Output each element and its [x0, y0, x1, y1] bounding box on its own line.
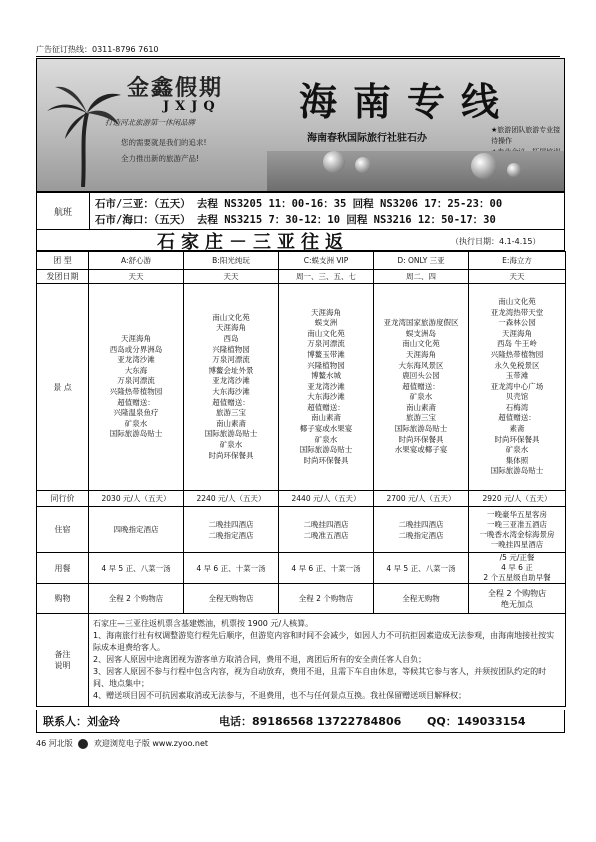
note-item: 4、赠送项目因不可抗因素取消或无法参与，不退费用，也不与任何景点互换。我社保留赠送项目解释权； — [93, 691, 467, 700]
contact-qq: QQ：149033154 — [427, 715, 526, 728]
tour-type: C:蜈支洲 VIP — [279, 252, 374, 270]
table-row — [37, 252, 566, 270]
scenic-list: 天涯海角 蜈支洲 南山文化苑 万泉河漂流 博鳌玉带滩 兴隆植物园 博鳌水城 亚龙湾沙滩 大东海沙滩 超值赠送： 南山素斋 椰子宴或水果宴 矿泉水 国际旅游岛贴士 时尚环保餐具 — [279, 284, 374, 491]
scenic-list: 南山文化苑 亚龙湾热带天堂 一森林公园 天涯海角 西岛 牛王岭 兴隆热带植物园 永久免税景区 玉带滩 亚龙湾中心广场 贝壳馆 石梅湾 超值赠送： 素斋 时尚环保餐具 矿泉水 集体照 国际旅游岛贴士 — [469, 284, 566, 491]
meal: 4 早 5 正、八菜一汤 — [89, 553, 184, 584]
table-row — [37, 270, 566, 284]
note-item: 2、因客人原因中途离团视为游客单方取消合同，费用不退，离团后所有的安全责任客人自负； — [93, 655, 427, 664]
palm-tree-icon — [43, 77, 123, 187]
meal-detail: 4 早 6 正 2 个五星级自助早餐 — [483, 563, 551, 582]
logo-icon — [78, 739, 88, 749]
route-header — [36, 230, 565, 251]
route-title: 石家庄－三亚往返 — [157, 232, 349, 253]
tour-type: D: ONLY 三亚 — [374, 252, 469, 270]
table-row — [37, 284, 566, 491]
row-label: 备注 说明 — [37, 614, 89, 707]
table-row — [37, 584, 566, 614]
shopping: 全程 2 个购物店 — [89, 584, 184, 614]
price: 2440 元/人（五天） — [279, 491, 374, 507]
banner — [36, 58, 565, 192]
hotel: 一晚豪华五星客房 一晚三亚准五酒店 一晚香水湾金棕海景房 一晚挂四星酒店 — [469, 507, 566, 553]
row-label: 购物 — [37, 584, 89, 614]
depart-days: 天天 — [184, 270, 279, 284]
shopping: 全程无购物 — [374, 584, 469, 614]
site-url: 欢迎浏览电子版 www.zyoo.net — [93, 739, 209, 748]
bubble-icon — [507, 163, 521, 177]
table-row — [37, 553, 566, 584]
scenic-list: 亚龙湾国家旅游度假区 蜈支洲岛 南山文化苑 天涯海角 大东海风景区 鹿回头公园 超值赠送： 矿泉水 南山素斋 旅游三宝 国际旅游岛贴士 时尚环保餐具 水果宴或椰子宴 — [374, 284, 469, 491]
row-label: 团 型 — [37, 252, 89, 270]
price: 2920 元/人（五天） — [469, 491, 566, 507]
itinerary-table — [36, 251, 566, 707]
brand-line-2: 全力推出新的旅游产品! — [121, 154, 200, 163]
flight-info — [36, 192, 565, 230]
depart-days: 周一、三、五、七 — [279, 270, 374, 284]
hotel: 二晚挂四酒店 二晚准五酒店 — [279, 507, 374, 553]
bubble-icon — [323, 151, 345, 173]
meal: 4 早 6 正、十菜一汤 — [279, 553, 374, 584]
note-item: 3、因客人原因不参与行程中包含内容，视为自动放弃，费用不退，且需下车自由休息，等候其它参与客人，并须按团队约定的时间、地点集中； — [93, 667, 547, 688]
page-title: 海南专线 — [299, 79, 516, 124]
tour-type: E:海立方 — [469, 252, 566, 270]
depart-days: 天天 — [89, 270, 184, 284]
brand-subtitle: JXJQ — [163, 99, 221, 114]
hotel: 四晚指定酒店 — [89, 507, 184, 553]
bubble-icon — [355, 157, 371, 173]
flight-row-haikou: 石市/海口：（五天） 去程 NS3215 7：30-12：10 回程 NS3216 12：50-17：30 — [95, 214, 496, 226]
ad-hotline: 广告征订热线：0311-8796 7610 — [36, 45, 159, 54]
scenic-list: 南山文化苑 天涯海角 西岛 兴隆植物园 万泉河漂流 博鳌会址外景 亚龙湾沙滩 大东海沙滩 超值赠送： 旅游三宝 南山素斋 国际旅游岛贴士 矿泉水 时尚环保餐具 — [184, 284, 279, 491]
meal-extra: /5 元/正餐 — [499, 553, 535, 562]
tour-type: B:阳光纯玩 — [184, 252, 279, 270]
depart-days: 周二、四 — [374, 270, 469, 284]
depart-days: 天天 — [469, 270, 566, 284]
note-item: 石家庄—三亚往返机票含基建燃油，机票按 1900 元/人核算。 — [93, 619, 314, 628]
tour-type: A:舒心游 — [89, 252, 184, 270]
row-label: 景 点 — [37, 284, 89, 491]
hotel: 二晚挂四酒店 二晚指定酒店 — [374, 507, 469, 553]
table-row — [37, 491, 566, 507]
shopping: 全程 2 个购物店 绝无加点 — [469, 584, 566, 614]
notes — [89, 614, 566, 707]
note-item: 1、海南旅行社有权调整游览行程先后顺序，但游览内容和时间不会减少，如因人力不可抗拒因素造成无法参观，由海南地接社按实际成本退费给客人。 — [93, 631, 555, 652]
page-number: 46 河北版 — [36, 739, 73, 748]
hotel: 二晚挂四酒店 二晚指定酒店 — [184, 507, 279, 553]
page-footer — [36, 738, 208, 749]
table-row — [37, 507, 566, 553]
shopping: 全程 2 个购物店 — [279, 584, 374, 614]
contact-bar — [36, 710, 565, 733]
row-label: 同行价 — [37, 491, 89, 507]
flight-label: 航班 — [37, 193, 90, 229]
route-date: （执行日期：4.1-4.15） — [451, 237, 541, 246]
brand-line-1: 您的需要就是我们的追求! — [121, 138, 207, 147]
brand-slogan: 打造河北旅游第一休闲品牌 — [105, 118, 195, 127]
row-label: 用餐 — [37, 553, 89, 584]
row-label: 发团日期 — [37, 270, 89, 284]
shopping: 全程无购物店 — [184, 584, 279, 614]
meal — [469, 553, 566, 584]
row-label: 住宿 — [37, 507, 89, 553]
header-divider — [36, 56, 560, 57]
price: 2700 元/人（五天） — [374, 491, 469, 507]
scenic-list: 天涯海角 西岛或分界洲岛 亚龙湾沙滩 大东海 万泉河漂流 兴隆热带植物园 超值赠送： 兴隆温泉鱼疗 矿泉水 国际旅游岛贴士 — [89, 284, 184, 491]
contact-person: 联系人：刘金玲 — [43, 715, 120, 728]
brand-logo: 金鑫假期 — [127, 75, 224, 101]
contact-phone: 电话：89186568 13722784806 — [219, 715, 402, 728]
agency-name: 海南春秋国际旅行社驻石办 — [307, 133, 427, 144]
price: 2240 元/人（五天） — [184, 491, 279, 507]
meal: 4 早 5 正、八菜一汤 — [374, 553, 469, 584]
meal: 4 早 6 正、十菜一汤 — [184, 553, 279, 584]
service-tag: ★旅游团队旅游专业接待操作 — [491, 126, 561, 145]
table-row — [37, 614, 566, 707]
flight-row-sanya: 石市/三亚：（五天） 去程 NS3205 11：00-16：35 回程 NS3206 17：25-23：00 — [95, 198, 503, 210]
price: 2030 元/人（五天） — [89, 491, 184, 507]
bubble-icon — [471, 153, 497, 179]
